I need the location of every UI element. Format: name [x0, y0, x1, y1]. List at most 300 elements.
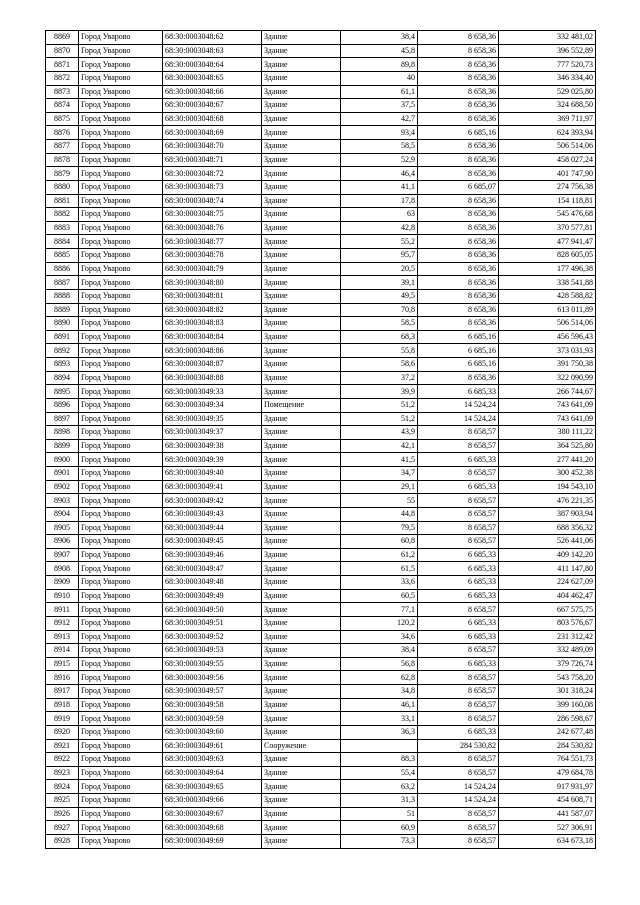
- area-cell: 33,6: [341, 576, 418, 590]
- cadastral-number-cell: 68:30:0003048:83: [163, 317, 262, 331]
- row-number-cell: 8893: [46, 358, 79, 372]
- row-number-cell: 8917: [46, 685, 79, 699]
- cadastral-number-cell: 68:30:0003048:71: [163, 153, 262, 167]
- cadastral-number-cell: 68:30:0003048:77: [163, 235, 262, 249]
- area-cell: 58,6: [341, 358, 418, 372]
- cadastral-number-cell: 68:30:0003049:66: [163, 794, 262, 808]
- specific-value-cell: 8 658,57: [418, 712, 499, 726]
- cadastral-number-cell: 68:30:0003049:51: [163, 616, 262, 630]
- object-type-cell: Здание: [262, 249, 341, 263]
- object-type-cell: Здание: [262, 725, 341, 739]
- object-type-cell: Здание: [262, 140, 341, 154]
- table-row: [46, 535, 596, 549]
- table-row: [46, 398, 596, 412]
- cadastral-number-cell: 68:30:0003049:39: [163, 453, 262, 467]
- cadastral-value-cell: 688 356,32: [499, 521, 596, 535]
- specific-value-cell: 8 658,36: [418, 276, 499, 290]
- cadastral-value-cell: 828 605,05: [499, 249, 596, 263]
- table-row: [46, 630, 596, 644]
- cadastral-number-cell: 68:30:0003048:66: [163, 85, 262, 99]
- area-cell: 63,2: [341, 780, 418, 794]
- object-type-cell: Здание: [262, 317, 341, 331]
- cadastral-value-cell: 428 588,82: [499, 289, 596, 303]
- specific-value-cell: 8 658,36: [418, 317, 499, 331]
- locality-cell: Город Уварово: [79, 507, 163, 521]
- locality-cell: Город Уварово: [79, 398, 163, 412]
- area-cell: 34,6: [341, 630, 418, 644]
- row-number-cell: 8922: [46, 753, 79, 767]
- specific-value-cell: 8 658,57: [418, 834, 499, 848]
- specific-value-cell: 6 685,33: [418, 385, 499, 399]
- row-number-cell: 8928: [46, 834, 79, 848]
- cadastral-number-cell: 68:30:0003049:68: [163, 821, 262, 835]
- table-row: [46, 562, 596, 576]
- cadastral-number-cell: 68:30:0003048:79: [163, 262, 262, 276]
- specific-value-cell: 8 658,36: [418, 235, 499, 249]
- cadastral-value-cell: 543 758,20: [499, 671, 596, 685]
- object-type-cell: Здание: [262, 780, 341, 794]
- table-row: [46, 480, 596, 494]
- cadastral-value-cell: 743 641,09: [499, 398, 596, 412]
- locality-cell: Город Уварово: [79, 140, 163, 154]
- locality-cell: Город Уварово: [79, 221, 163, 235]
- row-number-cell: 8899: [46, 439, 79, 453]
- locality-cell: Город Уварово: [79, 589, 163, 603]
- object-type-cell: Здание: [262, 630, 341, 644]
- object-type-cell: Здание: [262, 439, 341, 453]
- object-type-cell: Здание: [262, 453, 341, 467]
- object-type-cell: Здание: [262, 112, 341, 126]
- locality-cell: Город Уварово: [79, 317, 163, 331]
- cadastral-value-cell: 277 441,20: [499, 453, 596, 467]
- row-number-cell: 8875: [46, 112, 79, 126]
- cadastral-value-cell: 613 011,89: [499, 303, 596, 317]
- table-row: [46, 317, 596, 331]
- table-row: [46, 167, 596, 181]
- cadastral-value-cell: 764 551,73: [499, 753, 596, 767]
- row-number-cell: 8877: [46, 140, 79, 154]
- row-number-cell: 8887: [46, 276, 79, 290]
- area-cell: 68,3: [341, 330, 418, 344]
- area-cell: 58,5: [341, 317, 418, 331]
- cadastral-value-cell: 301 318,24: [499, 685, 596, 699]
- cadastral-value-cell: 391 750,38: [499, 358, 596, 372]
- area-cell: 55,2: [341, 235, 418, 249]
- object-type-cell: Здание: [262, 99, 341, 113]
- table-row: [46, 467, 596, 481]
- row-number-cell: 8888: [46, 289, 79, 303]
- row-number-cell: 8895: [46, 385, 79, 399]
- row-number-cell: 8869: [46, 31, 79, 45]
- area-cell: 60,9: [341, 821, 418, 835]
- specific-value-cell: 6 685,16: [418, 344, 499, 358]
- row-number-cell: 8927: [46, 821, 79, 835]
- object-type-cell: Здание: [262, 698, 341, 712]
- object-type-cell: Помещение: [262, 398, 341, 412]
- row-number-cell: 8911: [46, 603, 79, 617]
- area-cell: 34,7: [341, 467, 418, 481]
- object-type-cell: Здание: [262, 180, 341, 194]
- cadastral-value-cell: 324 688,50: [499, 99, 596, 113]
- row-number-cell: 8894: [46, 371, 79, 385]
- table-row: [46, 576, 596, 590]
- cadastral-value-cell: 231 312,42: [499, 630, 596, 644]
- table-row: [46, 344, 596, 358]
- table-row: [46, 126, 596, 140]
- specific-value-cell: 14 524,24: [418, 412, 499, 426]
- table-row: [46, 235, 596, 249]
- cadastral-number-cell: 68:30:0003048:76: [163, 221, 262, 235]
- specific-value-cell: 8 658,36: [418, 303, 499, 317]
- cadastral-value-cell: 387 903,94: [499, 507, 596, 521]
- table-row: [46, 657, 596, 671]
- object-type-cell: Здание: [262, 412, 341, 426]
- row-number-cell: 8920: [46, 725, 79, 739]
- row-number-cell: 8879: [46, 167, 79, 181]
- locality-cell: Город Уварово: [79, 671, 163, 685]
- row-number-cell: 8906: [46, 535, 79, 549]
- table-row: [46, 794, 596, 808]
- cadastral-number-cell: 68:30:0003049:63: [163, 753, 262, 767]
- area-cell: 34,8: [341, 685, 418, 699]
- cadastral-value-cell: 338 541,88: [499, 276, 596, 290]
- object-type-cell: Здание: [262, 712, 341, 726]
- area-cell: 29,1: [341, 480, 418, 494]
- specific-value-cell: 6 685,33: [418, 562, 499, 576]
- table-row: [46, 153, 596, 167]
- cadastral-number-cell: 68:30:0003049:40: [163, 467, 262, 481]
- area-cell: 120,2: [341, 616, 418, 630]
- locality-cell: Город Уварово: [79, 439, 163, 453]
- locality-cell: Город Уварово: [79, 167, 163, 181]
- locality-cell: Город Уварово: [79, 548, 163, 562]
- row-number-cell: 8873: [46, 85, 79, 99]
- cadastral-value-cell: 527 306,91: [499, 821, 596, 835]
- cadastral-number-cell: 68:30:0003049:37: [163, 426, 262, 440]
- row-number-cell: 8905: [46, 521, 79, 535]
- cadastral-value-cell: 667 575,75: [499, 603, 596, 617]
- locality-cell: Город Уварово: [79, 780, 163, 794]
- cadastral-number-cell: 68:30:0003048:62: [163, 31, 262, 45]
- specific-value-cell: 8 658,36: [418, 99, 499, 113]
- area-cell: 49,5: [341, 289, 418, 303]
- cadastral-value-cell: 194 543,10: [499, 480, 596, 494]
- object-type-cell: Здание: [262, 794, 341, 808]
- cadastral-number-cell: 68:30:0003048:69: [163, 126, 262, 140]
- cadastral-number-cell: 68:30:0003049:46: [163, 548, 262, 562]
- table-row: [46, 31, 596, 45]
- table-row: [46, 371, 596, 385]
- cadastral-value-cell: 266 744,67: [499, 385, 596, 399]
- specific-value-cell: 8 658,57: [418, 507, 499, 521]
- specific-value-cell: 8 658,36: [418, 44, 499, 58]
- cadastral-number-cell: 68:30:0003048:78: [163, 249, 262, 263]
- specific-value-cell: 8 658,36: [418, 153, 499, 167]
- object-type-cell: Здание: [262, 644, 341, 658]
- table-row: [46, 644, 596, 658]
- specific-value-cell: 6 685,33: [418, 725, 499, 739]
- specific-value-cell: 8 658,57: [418, 753, 499, 767]
- object-type-cell: Здание: [262, 562, 341, 576]
- cadastral-value-cell: 346 334,40: [499, 71, 596, 85]
- cadastral-value-cell: 177 496,38: [499, 262, 596, 276]
- cadastral-number-cell: 68:30:0003048:84: [163, 330, 262, 344]
- row-number-cell: 8890: [46, 317, 79, 331]
- row-number-cell: 8919: [46, 712, 79, 726]
- object-type-cell: Здание: [262, 494, 341, 508]
- locality-cell: Город Уварово: [79, 303, 163, 317]
- cadastral-value-cell: 274 756,38: [499, 180, 596, 194]
- area-cell: 41,1: [341, 180, 418, 194]
- area-cell: 79,5: [341, 521, 418, 535]
- specific-value-cell: 8 658,57: [418, 671, 499, 685]
- table-row: [46, 208, 596, 222]
- cadastral-number-cell: 68:30:0003048:75: [163, 208, 262, 222]
- table-row: [46, 249, 596, 263]
- table-row: [46, 303, 596, 317]
- area-cell: 33,1: [341, 712, 418, 726]
- locality-cell: Город Уварово: [79, 453, 163, 467]
- specific-value-cell: 6 685,33: [418, 630, 499, 644]
- area-cell: 95,7: [341, 249, 418, 263]
- row-number-cell: 8871: [46, 58, 79, 72]
- object-type-cell: Здание: [262, 576, 341, 590]
- object-type-cell: Здание: [262, 303, 341, 317]
- specific-value-cell: 8 658,36: [418, 262, 499, 276]
- locality-cell: Город Уварово: [79, 630, 163, 644]
- cadastral-number-cell: 68:30:0003049:60: [163, 725, 262, 739]
- area-cell: 61,5: [341, 562, 418, 576]
- table-row: [46, 44, 596, 58]
- cadastral-number-cell: 68:30:0003048:81: [163, 289, 262, 303]
- specific-value-cell: 14 524,24: [418, 780, 499, 794]
- row-number-cell: 8923: [46, 766, 79, 780]
- cadastral-number-cell: 68:30:0003048:68: [163, 112, 262, 126]
- area-cell: 31,3: [341, 794, 418, 808]
- locality-cell: Город Уварово: [79, 834, 163, 848]
- specific-value-cell: 6 685,33: [418, 657, 499, 671]
- cadastral-value-cell: 545 476,68: [499, 208, 596, 222]
- locality-cell: Город Уварово: [79, 494, 163, 508]
- cadastral-number-cell: 68:30:0003049:53: [163, 644, 262, 658]
- area-cell: 55,8: [341, 344, 418, 358]
- table-row: [46, 194, 596, 208]
- locality-cell: Город Уварово: [79, 358, 163, 372]
- table-row: [46, 439, 596, 453]
- row-number-cell: 8914: [46, 644, 79, 658]
- object-type-cell: Здание: [262, 507, 341, 521]
- object-type-cell: Здание: [262, 126, 341, 140]
- object-type-cell: Здание: [262, 467, 341, 481]
- cadastral-value-cell: 526 441,06: [499, 535, 596, 549]
- cadastral-value-cell: 404 462,47: [499, 589, 596, 603]
- specific-value-cell: 6 685,16: [418, 330, 499, 344]
- area-cell: 51,2: [341, 412, 418, 426]
- cadastral-number-cell: 68:30:0003048:86: [163, 344, 262, 358]
- table-row: [46, 180, 596, 194]
- object-type-cell: Здание: [262, 766, 341, 780]
- cadastral-number-cell: 68:30:0003048:70: [163, 140, 262, 154]
- table-row: [46, 221, 596, 235]
- area-cell: 61,2: [341, 548, 418, 562]
- table-row: [46, 426, 596, 440]
- table-row: [46, 548, 596, 562]
- table-row: [46, 616, 596, 630]
- cadastral-value-cell: 477 941,47: [499, 235, 596, 249]
- row-number-cell: 8878: [46, 153, 79, 167]
- area-cell: 38,4: [341, 644, 418, 658]
- specific-value-cell: 14 524,24: [418, 398, 499, 412]
- table-row: [46, 85, 596, 99]
- cadastral-number-cell: 68:30:0003049:59: [163, 712, 262, 726]
- cadastral-value-cell: 370 577,81: [499, 221, 596, 235]
- locality-cell: Город Уварово: [79, 807, 163, 821]
- row-number-cell: 8908: [46, 562, 79, 576]
- row-number-cell: 8903: [46, 494, 79, 508]
- locality-cell: Город Уварово: [79, 235, 163, 249]
- row-number-cell: 8910: [46, 589, 79, 603]
- area-cell: 37,5: [341, 99, 418, 113]
- cadastral-value-table: [45, 30, 596, 849]
- specific-value-cell: 6 685,07: [418, 180, 499, 194]
- object-type-cell: Здание: [262, 71, 341, 85]
- locality-cell: Город Уварово: [79, 153, 163, 167]
- cadastral-number-cell: 68:30:0003048:63: [163, 44, 262, 58]
- area-cell: 51: [341, 807, 418, 821]
- cadastral-value-cell: 322 090,99: [499, 371, 596, 385]
- locality-cell: Город Уварово: [79, 126, 163, 140]
- specific-value-cell: 8 658,57: [418, 535, 499, 549]
- cadastral-number-cell: 68:30:0003048:80: [163, 276, 262, 290]
- cadastral-number-cell: 68:30:0003049:35: [163, 412, 262, 426]
- row-number-cell: 8924: [46, 780, 79, 794]
- specific-value-cell: 8 658,36: [418, 31, 499, 45]
- cadastral-number-cell: 68:30:0003049:64: [163, 766, 262, 780]
- area-cell: 60,8: [341, 535, 418, 549]
- table-row: [46, 725, 596, 739]
- cadastral-number-cell: 68:30:0003048:82: [163, 303, 262, 317]
- row-number-cell: 8886: [46, 262, 79, 276]
- cadastral-value-cell: 506 514,06: [499, 317, 596, 331]
- table-row: [46, 140, 596, 154]
- cadastral-number-cell: 68:30:0003049:52: [163, 630, 262, 644]
- area-cell: 62,8: [341, 671, 418, 685]
- specific-value-cell: 8 658,57: [418, 685, 499, 699]
- table-row: [46, 589, 596, 603]
- cadastral-number-cell: 68:30:0003048:67: [163, 99, 262, 113]
- cadastral-number-cell: 68:30:0003049:56: [163, 671, 262, 685]
- specific-value-cell: 8 658,57: [418, 426, 499, 440]
- object-type-cell: Здание: [262, 194, 341, 208]
- table-row: [46, 766, 596, 780]
- area-cell: 61,1: [341, 85, 418, 99]
- row-number-cell: 8885: [46, 249, 79, 263]
- row-number-cell: 8882: [46, 208, 79, 222]
- table-row: [46, 739, 596, 753]
- cadastral-number-cell: 68:30:0003049:38: [163, 439, 262, 453]
- specific-value-cell: 8 658,57: [418, 494, 499, 508]
- row-number-cell: 8912: [46, 616, 79, 630]
- specific-value-cell: 8 658,36: [418, 85, 499, 99]
- specific-value-cell: 8 658,36: [418, 249, 499, 263]
- area-cell: 46,4: [341, 167, 418, 181]
- locality-cell: Город Уварово: [79, 616, 163, 630]
- cadastral-value-cell: 286 598,67: [499, 712, 596, 726]
- object-type-cell: Здание: [262, 834, 341, 848]
- object-type-cell: Здание: [262, 480, 341, 494]
- specific-value-cell: 6 685,16: [418, 358, 499, 372]
- specific-value-cell: 8 658,57: [418, 807, 499, 821]
- table-row: [46, 494, 596, 508]
- specific-value-cell: 8 658,36: [418, 112, 499, 126]
- row-number-cell: 8925: [46, 794, 79, 808]
- object-type-cell: Здание: [262, 753, 341, 767]
- area-cell: 58,5: [341, 140, 418, 154]
- locality-cell: Город Уварово: [79, 821, 163, 835]
- locality-cell: Город Уварово: [79, 330, 163, 344]
- cadastral-number-cell: 68:30:0003049:61: [163, 739, 262, 753]
- cadastral-value-cell: 369 711,97: [499, 112, 596, 126]
- area-cell: 55,4: [341, 766, 418, 780]
- table-row: [46, 330, 596, 344]
- cadastral-value-cell: 242 677,48: [499, 725, 596, 739]
- object-type-cell: Сооружение: [262, 739, 341, 753]
- cadastral-value-cell: 224 627,09: [499, 576, 596, 590]
- row-number-cell: 8872: [46, 71, 79, 85]
- specific-value-cell: 8 658,36: [418, 208, 499, 222]
- cadastral-value-cell: 506 514,06: [499, 140, 596, 154]
- locality-cell: Город Уварово: [79, 71, 163, 85]
- locality-cell: Город Уварово: [79, 194, 163, 208]
- cadastral-value-cell: 458 027,24: [499, 153, 596, 167]
- row-number-cell: 8926: [46, 807, 79, 821]
- area-cell: 42,8: [341, 221, 418, 235]
- row-number-cell: 8915: [46, 657, 79, 671]
- cadastral-number-cell: 68:30:0003049:33: [163, 385, 262, 399]
- cadastral-value-cell: 401 747,90: [499, 167, 596, 181]
- table-row: [46, 821, 596, 835]
- area-cell: 44,8: [341, 507, 418, 521]
- cadastral-value-cell: 396 552,89: [499, 44, 596, 58]
- cadastral-value-cell: 479 684,78: [499, 766, 596, 780]
- object-type-cell: Здание: [262, 262, 341, 276]
- table-row: [46, 753, 596, 767]
- row-number-cell: 8901: [46, 467, 79, 481]
- cadastral-value-cell: 454 608,71: [499, 794, 596, 808]
- object-type-cell: Здание: [262, 167, 341, 181]
- row-number-cell: 8913: [46, 630, 79, 644]
- locality-cell: Город Уварово: [79, 276, 163, 290]
- cadastral-value-cell: 284 530,82: [499, 739, 596, 753]
- table-row: [46, 671, 596, 685]
- table-row: [46, 521, 596, 535]
- row-number-cell: 8880: [46, 180, 79, 194]
- row-number-cell: 8898: [46, 426, 79, 440]
- locality-cell: Город Уварово: [79, 725, 163, 739]
- table-row: [46, 834, 596, 848]
- locality-cell: Город Уварово: [79, 603, 163, 617]
- cadastral-number-cell: 68:30:0003049:55: [163, 657, 262, 671]
- locality-cell: Город Уварово: [79, 712, 163, 726]
- table-row: [46, 99, 596, 113]
- cadastral-number-cell: 68:30:0003049:41: [163, 480, 262, 494]
- row-number-cell: 8874: [46, 99, 79, 113]
- area-cell: 63: [341, 208, 418, 222]
- cadastral-number-cell: 68:30:0003049:69: [163, 834, 262, 848]
- row-number-cell: 8904: [46, 507, 79, 521]
- cadastral-number-cell: 68:30:0003049:57: [163, 685, 262, 699]
- area-cell: 56,8: [341, 657, 418, 671]
